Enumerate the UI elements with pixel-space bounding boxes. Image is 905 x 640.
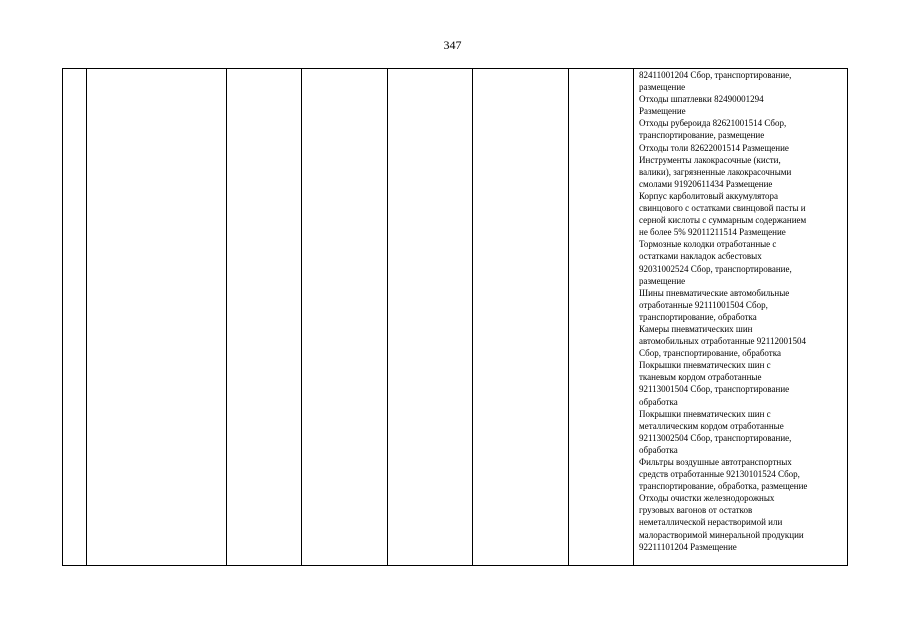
waste-line: малорастворимой минеральной продукции (639, 529, 804, 540)
table-cell-col-2 (87, 69, 227, 566)
waste-line: Фильтры воздушные автотранспортных (639, 457, 792, 467)
waste-line: неметаллической нерастворимой или (639, 517, 783, 528)
waste-line: 92113002504 Сбор, транспортирование, (639, 432, 792, 443)
waste-line: транспортирование, обработка, размещение (639, 481, 808, 492)
waste-line: 92031002524 Сбор, транспортирование, (639, 263, 792, 274)
waste-line: размещение (639, 82, 686, 93)
table-cell-col-3 (227, 69, 302, 566)
table-cell-col-6 (473, 69, 569, 566)
table-cell-waste-list (634, 69, 848, 566)
waste-line: 82411001204 Сбор, транспортирование, (639, 70, 792, 80)
waste-line: Отходы шпатлевки 82490001294 (639, 94, 764, 105)
waste-line: Отходы очистки железнодорожных (639, 493, 775, 504)
table-cell-col-7 (569, 69, 634, 566)
waste-line: обработка (639, 396, 678, 407)
waste-line: металлическим кордом отработанные (639, 420, 784, 431)
waste-line: Отходы рубероида 82621001514 Сбор, (639, 118, 787, 129)
waste-line: смолами 91920611434 Размещение (639, 178, 773, 189)
waste-line: Сбор, транспортирование, обработка (639, 348, 781, 359)
table-row (63, 69, 848, 566)
waste-line: размещение (639, 275, 686, 286)
waste-line: отработанные 92111001504 Сбор, (639, 299, 768, 310)
table-cell-col-4 (302, 69, 388, 566)
waste-line: Покрышки пневматических шин с (639, 408, 771, 419)
waste-line: свинцового с остатками свинцовой пасты и (639, 203, 806, 214)
waste-line: средств отработанные 92130101524 Сбор, (639, 469, 800, 480)
waste-line: автомобильных отработанные 92112001504 (639, 336, 806, 347)
waste-line: 92113001504 Сбор, транспортирование (639, 384, 790, 395)
waste-line: транспортирование, обработка (639, 311, 757, 322)
waste-line: Корпус карболитовый аккумулятора (639, 190, 779, 201)
waste-line: обработка (639, 444, 678, 455)
waste-line: Размещение (639, 106, 686, 117)
waste-line: Шины пневматические автомобильные (639, 287, 790, 298)
waste-line: Отходы толи 82622001514 Размещение (639, 142, 789, 153)
waste-line: валики), загрязненные лакокрасочными (639, 166, 792, 177)
waste-line: серной кислоты с суммарным содержанием (639, 215, 807, 226)
waste-table (62, 68, 848, 566)
waste-line: транспортирование, размещение (639, 130, 765, 141)
waste-line: тканевым кордом отработанные (639, 372, 762, 383)
table-cell-col-5 (388, 69, 473, 566)
waste-line: остатками накладок асбестовых (639, 251, 762, 262)
page-number: 347 (443, 38, 462, 52)
waste-line: 92211101204 Размещение (639, 541, 737, 552)
waste-line: не более 5% 92011211514 Размещение (639, 227, 786, 238)
waste-line: Камеры пневматических шин (639, 323, 753, 334)
waste-line: Тормозные колодки отработанные с (639, 239, 777, 250)
table-cell-col-1 (63, 69, 87, 566)
waste-line: Покрышки пневматических шин с (639, 360, 771, 371)
waste-line: Инструменты лакокрасочные (кисти, (639, 154, 781, 165)
waste-line: грузовых вагонов от остатков (639, 505, 753, 516)
